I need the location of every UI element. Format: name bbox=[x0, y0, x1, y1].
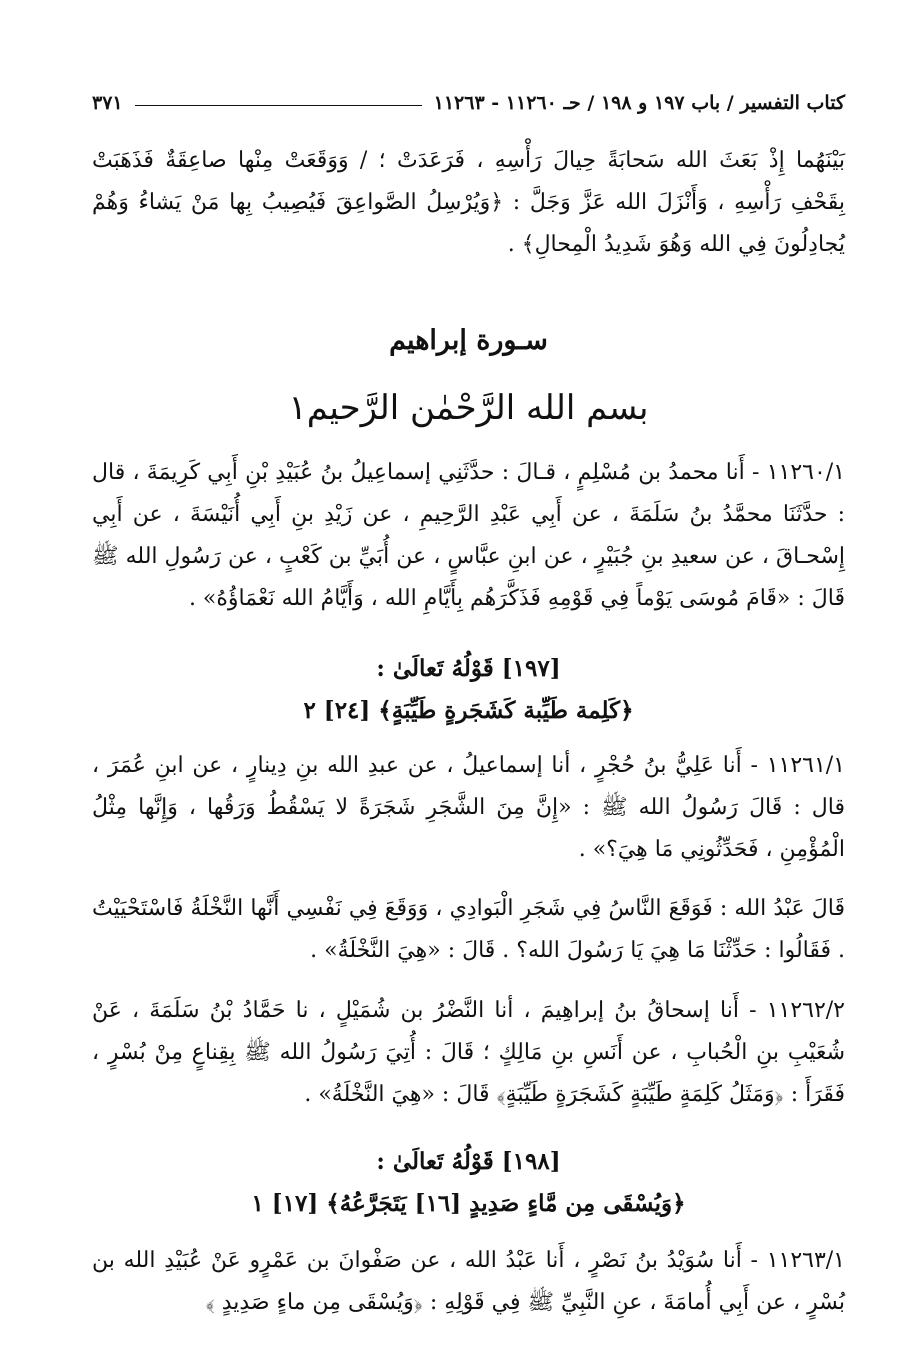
hadith-11260: ١١٢٦٠/١ - أَنا محمدُ بن مُسْلِمٍ ، قـالَ : حدَّثَنِي إسماعِيلُ بنُ عُبَيْدِ بْنِ أَبِي كَرِيمَةَ ، قال : حدَّثَنَا محمَّدُ بنُ سَلَمَةَ ، عن أَبِي عَبْدِ الرَّحِيمِ ، عن زَيْدِ بنِ أَبِي أُنَيْسَةَ ، عن أَبِي إِسْحـاقَ ، عن سعيدِ بنِ جُبَيْرٍ ، عن ابنِ عبَّاسٍ ، عن أُبَيِّ بن كَعْبٍ ، عن رَسُولِ الله ﷺ قَالَ : «قَامَ مُوسَى يَوْماً فِي قَوْمِهِ فَذَكَّرَهُم بِأَيَّامِ الله ، وَأَيَّامُ الله نَعْمَاؤُهُ» . bbox=[92, 460, 845, 611]
page-header bbox=[92, 80, 845, 114]
sura-title: سـورة إبراهيم bbox=[389, 325, 548, 356]
basmala: بسم الله الرَّحْمٰن الرَّحيم١ bbox=[288, 388, 649, 428]
bab-197-ayah: ﴿كَلِمة طَيِّبة كَشَجَرةٍ طَيِّبَةٍ﴾ [٢٤] ٢ bbox=[303, 697, 634, 724]
hadith-11261: ١١٢٦١/١ - أَنا عَلِيُّ بنُ حُجْرٍ ، أنا إسماعيلُ ، عن عبدِ الله بنِ دِينارٍ ، عن ابنِ عُمَرَ ، قال : قَالَ رَسُولُ الله ﷺ : «إِنَّ مِنَ الشَّجَرِ شَجَرَةً لا يَسْقُطُ وَرَقُها ، وَإِنَّها مِثْلُ الْمُؤْمِنِ ، فَحَدِّثُونِي مَا هِيَ؟» . bbox=[92, 753, 845, 862]
bab-197-heading: [١٩٧] قَوْلُهُ تَعالَىٰ : bbox=[376, 655, 561, 682]
page-number: ٣٧١ bbox=[92, 92, 123, 114]
intro-paragraph: بَيْنَهُما إِذْ بَعَثَ الله سَحابَةً حِيالَ رَأْسِهِ ، فَرَعَدَتْ ؛ / وَوَقَعَتْ مِنْها صاعِقَةٌ فَذَهَبَتْ بِقَحْفِ رَأْسِهِ ، وَأَنْزَلَ الله عَزَّ وَجَلَّ : ﴿وَيُرْسِلُ الصَّواعِقَ فَيُصِيبُ بِها مَنْ يَشاءُ وَهُمْ يُجادِلُونَ فِي الله وَهُوَ شَدِيدُ الْمِحالِ﴾ . bbox=[92, 148, 845, 257]
header-rule bbox=[135, 105, 422, 106]
hadith-11263: ١١٢٦٣/١ - أَنا سُوَيْدُ بنُ نَصْرٍ ، أَنا عَبْدُ الله ، عن صَفْوانَ بن عَمْرٍو عَنْ عُبَيْدِ الله بن بُسْرٍ ، عن أَبِي أُمامَةَ ، عنِ النَّبِيِّ ﷺ فِي قَوْلِهِ : ﴿وَيُسْقَى مِن ماءٍ صَدِيدٍ ﴾ bbox=[92, 1248, 845, 1315]
bab-198-heading: [١٩٨] قَوْلُهُ تَعالَىٰ : bbox=[376, 1148, 561, 1175]
hadith-11261-continuation: قَالَ عَبْدُ الله : فَوَقَعَ النَّاسُ فِي شَجَرِ الْبَوادِي ، وَوَقَعَ فِي نَفْسِي أَنَّها النَّخْلَةُ فَاسْتَحْيَيْتُ . فَقَالُوا : حَدِّثْنَا مَا هِيَ يَا رَسُولَ الله؟ . قَالَ : «هِيَ النَّخْلَةُ» . bbox=[92, 896, 845, 963]
hadith-11262: ١١٢٦٢/٢ - أَنا إسحاقُ بنُ إبراهِيمَ ، أنا النَّضْرُ بن شُمَيْلٍ ، نا حَمَّادُ بْنُ سَلَمَةَ ، عَنْ شُعَيْبِ بنِ الْحُبابِ ، عن أَنَسِ بنِ مَالِكٍ ؛ قَالَ : أُتِيَ رَسُولُ الله ﷺ بِقِناعٍ مِنْ بُسْرٍ ، فَقَرَأَ : ﴿وَمَثَلُ كَلِمَةٍ طَيِّبَةٍ كَشَجَرَةٍ طَيِّبَةٍ﴾ قَالَ : «هِيَ النَّخْلَةُ» . bbox=[92, 998, 845, 1107]
running-title: كتاب التفسير / باب ١٩٧ و ١٩٨ / حـ ١١٢٦٠ - ١١٢٦٣ bbox=[433, 92, 845, 114]
bab-198-ayah: ﴿وَيُسْقَى مِن مَّاءٍ صَدِيدٍ [١٦] يَتَجَرَّعُهُ﴾ [١٧] ١ bbox=[251, 1190, 686, 1217]
